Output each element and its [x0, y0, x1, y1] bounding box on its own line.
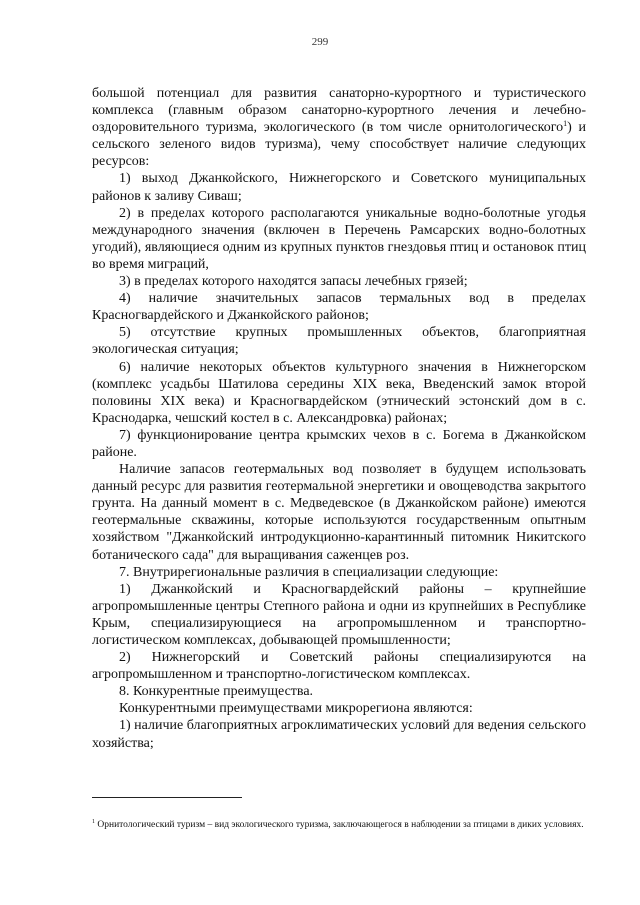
list-item-resource-5: 5) отсутствие крупных промышленных объектов, благоприятная экологическая ситуация;: [92, 325, 586, 358]
section-heading-7: 7. Внутрирегиональные различия в специализации следующие:: [119, 564, 499, 580]
footnote-separator: [92, 797, 242, 798]
list-item-resource-1: 1) выход Джанкойского, Нижнегорского и Советского муниципальных районов к заливу Сиваш;: [92, 171, 586, 204]
paragraph-advantages-intro: Конкурентными преимуществами микрорегиона являются:: [119, 701, 473, 717]
list-item-resource-7: 7) функционирование центра крымских чехов в с. Богема в Джанкойском районе.: [92, 427, 586, 460]
list-item-resource-3: 3) в пределах которого находятся запасы лечебных грязей;: [119, 274, 468, 290]
section-heading-8: 8. Конкурентные преимущества.: [119, 684, 314, 700]
list-item-resource-4: 4) наличие значительных запасов термальных вод в пределах Красногвардейского и Джанкойского районов;: [92, 291, 586, 324]
paragraph-text-tail: ) и сельского зеленого видов туризма), чему способствует наличие следующих ресурсов:: [92, 120, 586, 170]
footnote-marker: 1: [92, 819, 95, 825]
list-item-specialization-2: 2) Нижнегорский и Советский районы специализируются на агропромышленном и транспортно-логистическом комплексах.: [92, 650, 586, 683]
footnote-reference: 1: [563, 119, 568, 129]
list-item-advantage-1: 1) наличие благоприятных агроклиматических условий для ведения сельского хозяйства;: [92, 718, 586, 751]
list-item-resource-2: 2) в пределах которого располагаются уникальные водно-болотные угодья международного значения (включен в Перечень Рамсарских водно-болотных угодий), являющиеся одним из крупных пунктов гнездовья птиц и остановок птиц во время миграций,: [92, 205, 586, 272]
body-text: [92, 85, 586, 752]
footnote-text: Орнитологический туризм – вид экологического туризма, заключающегося в наблюдении за птицами в диких условиях.: [97, 820, 584, 830]
footnote: [92, 819, 586, 833]
paragraph-text: большой потенциал для развития санаторно-курортного и туристического комплекса (главным образом санаторно-курортного лечения и лечебно-оздоровительного туризма, экологического (в том числе орнитологического: [92, 86, 586, 136]
paragraph-geothermal: Наличие запасов геотермальных вод позволяет в будущем использовать данный ресурс для развития геотермальной энергетики и овощеводства закрытого грунта. На данный момент в с. Медведевское (в Джанкойском районе) имеются геотермальные скважины, которые используются государственным опытным хозяйством "Джанкойский интродукционно-карантинный питомник Никитского ботанического сада" для выращивания саженцев роз.: [92, 462, 586, 563]
paragraph-intro: [92, 85, 586, 170]
list-item-specialization-1: 1) Джанкойский и Красногвардейский районы – крупнейшие агропромышленные центры Степного района и одни из крупнейших в Республике Крым, специализирующиеся на агропромышленном и транспортно-логистическом комплексах, добывающей промышленности;: [92, 581, 586, 648]
list-item-resource-6: 6) наличие некоторых объектов культурного значения в Нижнегорском (комплекс усадьбы Шатилова середины XIX века, Введенский замок второй половины XIX века) и Красногвардейском (этнический эстонский дом в с. Краснодарка, чешский костел в с. Александровка) районах;: [92, 359, 586, 426]
page-number: 299: [311, 36, 329, 48]
